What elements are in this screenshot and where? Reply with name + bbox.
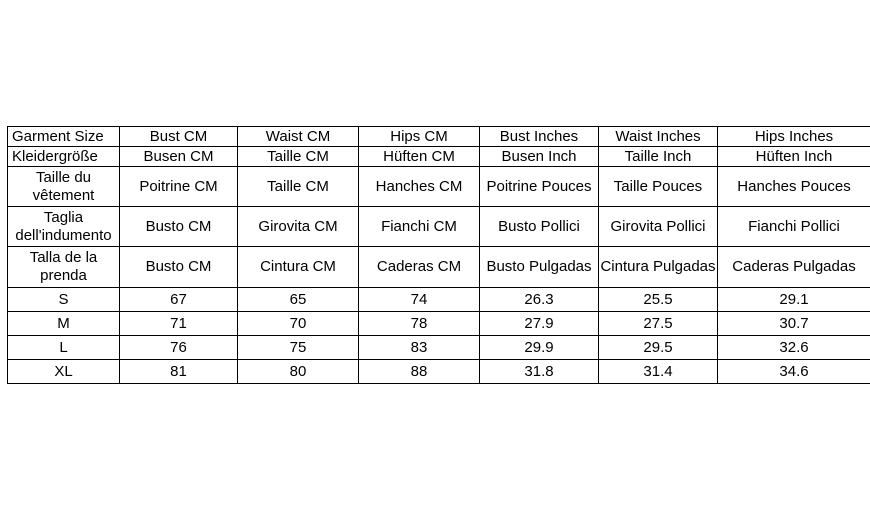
header-cell: Girovita Pollici — [599, 207, 718, 247]
header-row-spanish — [8, 247, 870, 288]
header-cell: Poitrine Pouces — [480, 167, 599, 207]
table-cell: 76 — [120, 336, 238, 360]
table-cell: 67 — [120, 288, 238, 312]
header-row-english — [8, 127, 870, 147]
header-cell: Busto CM — [120, 207, 238, 247]
header-cell: Bust CM — [120, 127, 238, 147]
header-cell: Hüften CM — [359, 147, 480, 167]
size-label-cell: XL — [8, 360, 120, 384]
size-label-cell: M — [8, 312, 120, 336]
header-cell: Girovita CM — [238, 207, 359, 247]
table-cell: 29.9 — [480, 336, 599, 360]
table-cell: 70 — [238, 312, 359, 336]
table-row — [8, 360, 870, 384]
header-cell: Waist CM — [238, 127, 359, 147]
header-row-german — [8, 147, 870, 167]
table-cell: 81 — [120, 360, 238, 384]
table-cell: 27.5 — [599, 312, 718, 336]
table-cell: 29.5 — [599, 336, 718, 360]
table-cell: 65 — [238, 288, 359, 312]
header-cell: Hanches CM — [359, 167, 480, 207]
header-cell: Taille CM — [238, 147, 359, 167]
table-cell: 29.1 — [718, 288, 870, 312]
table-cell: 31.8 — [480, 360, 599, 384]
header-cell: Taille CM — [238, 167, 359, 207]
table-cell: 78 — [359, 312, 480, 336]
table-cell: 75 — [238, 336, 359, 360]
header-cell: Busto Pulgadas — [480, 247, 599, 288]
table-cell: 30.7 — [718, 312, 870, 336]
header-cell: Taglia dell'indumento — [8, 207, 120, 247]
header-cell: Hüften Inch — [718, 147, 870, 167]
header-cell: Busen CM — [120, 147, 238, 167]
table-cell: 80 — [238, 360, 359, 384]
header-cell: Cintura CM — [238, 247, 359, 288]
header-cell: Hanches Pouces — [718, 167, 870, 207]
header-cell: Taille Pouces — [599, 167, 718, 207]
size-label-cell: S — [8, 288, 120, 312]
header-cell: Bust Inches — [480, 127, 599, 147]
header-row-french — [8, 167, 870, 207]
header-cell: Fianchi CM — [359, 207, 480, 247]
header-cell: Hips CM — [359, 127, 480, 147]
table-cell: 25.5 — [599, 288, 718, 312]
header-cell: Taille Inch — [599, 147, 718, 167]
header-cell: Cintura Pulgadas — [599, 247, 718, 288]
table-cell: 34.6 — [718, 360, 870, 384]
header-row-italian — [8, 207, 870, 247]
table-cell: 26.3 — [480, 288, 599, 312]
table-cell: 31.4 — [599, 360, 718, 384]
header-cell: Caderas CM — [359, 247, 480, 288]
header-cell: Caderas Pulgadas — [718, 247, 870, 288]
table-row — [8, 336, 870, 360]
header-cell: Poitrine CM — [120, 167, 238, 207]
header-cell: Fianchi Pollici — [718, 207, 870, 247]
header-cell: Waist Inches — [599, 127, 718, 147]
size-chart — [7, 126, 870, 383]
header-cell: Hips Inches — [718, 127, 870, 147]
table-cell: 83 — [359, 336, 480, 360]
table-cell: 27.9 — [480, 312, 599, 336]
header-cell: Busto CM — [120, 247, 238, 288]
header-cell: Taille du vêtement — [8, 167, 120, 207]
size-chart-table — [7, 126, 870, 384]
header-cell: Garment Size — [8, 127, 120, 147]
table-cell: 88 — [359, 360, 480, 384]
header-cell: Busto Pollici — [480, 207, 599, 247]
size-label-cell: L — [8, 336, 120, 360]
table-cell: 71 — [120, 312, 238, 336]
header-cell: Kleidergröße — [8, 147, 120, 167]
header-cell: Talla de la prenda — [8, 247, 120, 288]
table-row — [8, 288, 870, 312]
table-cell: 32.6 — [718, 336, 870, 360]
table-row — [8, 312, 870, 336]
header-cell: Busen Inch — [480, 147, 599, 167]
table-cell: 74 — [359, 288, 480, 312]
